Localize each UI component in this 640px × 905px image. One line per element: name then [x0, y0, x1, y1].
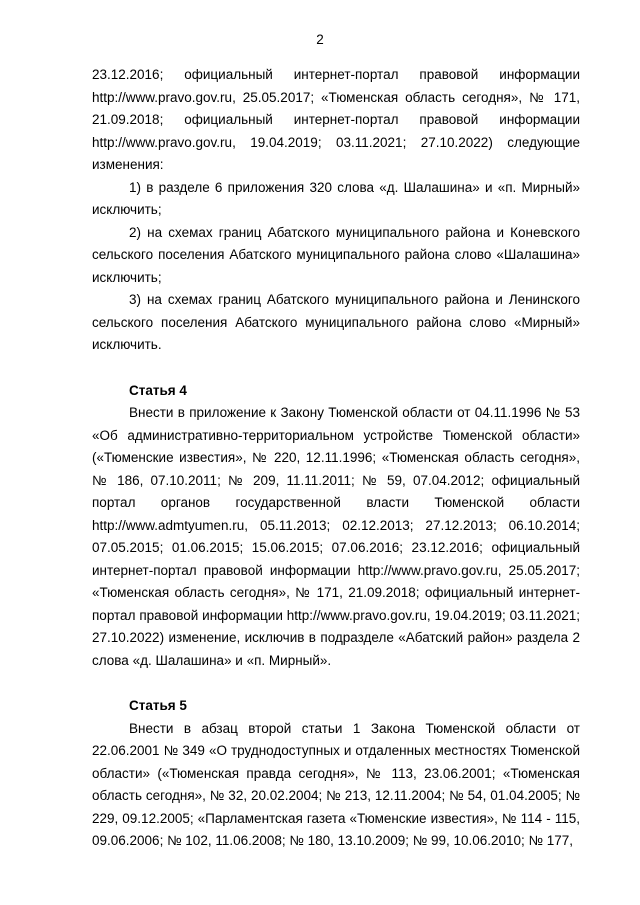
article-5-text: Внести в абзац второй статьи 1 Закона Тюменской области от 22.06.2001 № 349 «О труднодоступных и отдаленных местностях Тюменской области» («Тюменская правда сегодня», № 113, 23.06.2001; «Тюменская область сегодня», № 32, 20.02.2004; № 213, 12.11.2004; № 54, 01.04.2005; № 229, 09.12.2005; «Парламентская газета «Тюменские известия», № 114 - 115, 09.06.2006; № 102, 11.06.2008; № 180, 13.10.2009; № 99, 10.06.2010; № 177,	[92, 720, 580, 848]
continuation-paragraph: 23.12.2016; официальный интернет-портал правовой информации http://www.pravo.gov.ru, 25.05.2017; «Тюменская область сегодня», № 171, 21.09.2018; официальный интернет-портал правовой информации http://www.pravo.gov.ru, 19.04.2019; 03.11.2021; 27.10.2022) следующие изменения:	[92, 67, 580, 172]
article-5-heading: Статья 5	[129, 698, 187, 713]
list-item-2: 2) на схемах границ Абатского муниципального района и Коневского сельского поселения Абатского муниципального района слово «Шалашина» исключить;	[92, 224, 580, 285]
page-number: 2	[316, 32, 324, 47]
article-4-text: Внести в приложение к Закону Тюменской области от 04.11.1996 № 53 «Об административно-территориальном устройстве Тюменской области» («Тюменские известия», № 220, 12.11.1996; «Тюменская область сегодня», № 186, 07.10.2011; № 209, 11.11.2011; № 59, 07.04.2012; официальный портал органов государственной власти Тюменской области http://www.admtyumen.ru, 05.11.2013; 02.12.2013; 27.12.2013; 06.10.2014; 07.05.2015; 01.06.2015; 15.06.2015; 07.06.2016; 23.12.2016; официальный интернет-портал правовой информации http://www.pravo.gov.ru, 25.05.2017; «Тюменская область сегодня», № 171, 21.09.2018; официальный интернет-портал правовой информации http://www.pravo.gov.ru, 19.04.2019; 03.11.2021; 27.10.2022) изменение, исключив в подразделе «Абатский район» раздела 2 слова «д. Шалашина» и «п. Мирный».	[92, 405, 580, 668]
spacer	[92, 672, 580, 695]
list-item-3: 3) на схемах границ Абатского муниципального района и Ленинского сельского поселения Абатского муниципального района слово «Мирный» исключить.	[92, 292, 580, 352]
document-body	[92, 64, 580, 853]
spacer	[92, 357, 580, 380]
list-item-1: 1) в разделе 6 приложения 320 слова «д. Шалашина» и «п. Мирный» исключить;	[92, 179, 580, 217]
article-4-heading: Статья 4	[129, 382, 187, 398]
